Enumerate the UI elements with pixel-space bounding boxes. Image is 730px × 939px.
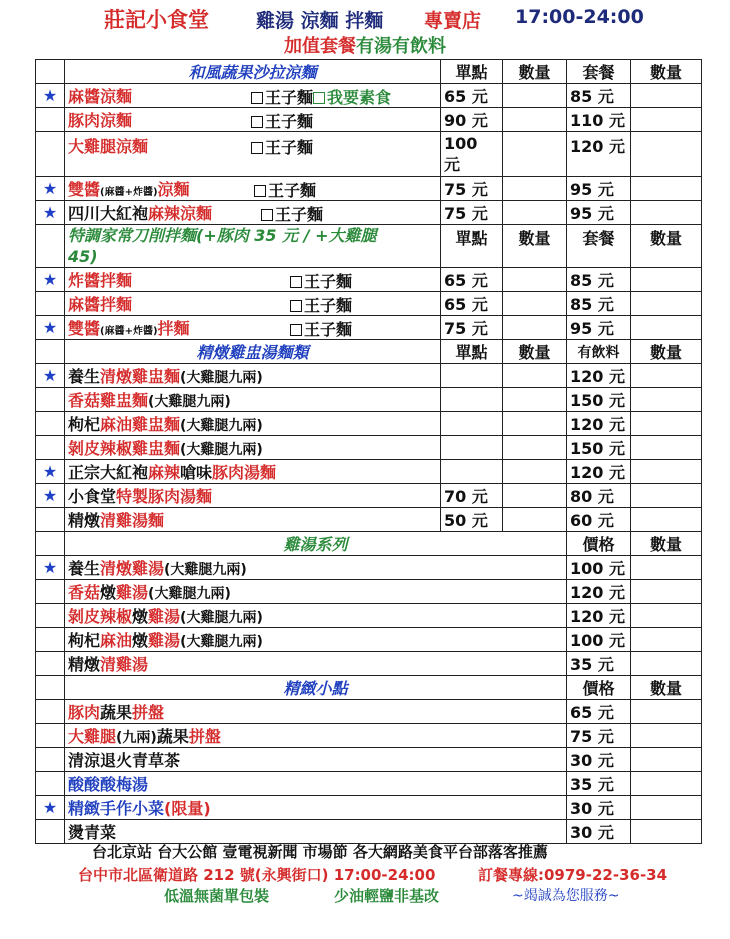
table-row: ★ 雙醬(麻醬+炸醬)涼麵 王子麵 75 元 95 元 [36,177,702,201]
table-row: 豚肉蔬果拼盤 65 元 [36,700,702,724]
star-icon: ★ [36,484,65,508]
table-row: 枸杞麻油燉雞湯(大雞腿九兩) 100 元 [36,628,702,652]
table-row: 精燉雞盅湯麵類 單點 數量 有飲料 數量 [36,340,702,364]
table-row: 剝皮辣椒雞盅麵(大雞腿九兩) 150 元 [36,436,702,460]
table-row: 香菇燉雞湯(大雞腿九兩) 120 元 [36,580,702,604]
star-icon: ★ [36,84,65,108]
table-row: ★ 麻醬涼麵 王子麵 我要素食 65 元 85 元 [36,84,702,108]
combo-banner: 加值套餐有湯有飲料 [284,36,446,57]
star-icon: ★ [36,268,65,292]
section-title: 雞湯系列 [65,532,567,556]
star-icon: ★ [36,364,65,388]
table-row: 特調家常刀削拌麵(+豚肉 35 元 / +大雞腿 45) 單點 數量 套餐 數量 [36,225,702,268]
menu-table [35,59,702,844]
table-row: 香菇雞盅麵(大雞腿九兩) 150 元 [36,388,702,412]
star-icon: ★ [36,201,65,225]
table-row: 大雞腿(九兩)蔬果拼盤 75 元 [36,724,702,748]
section-title: 特調家常刀削拌麵(+豚肉 35 元 / +大雞腿 45) [65,225,441,268]
star-icon: ★ [36,316,65,340]
checkbox-icon[interactable] [290,276,302,288]
table-row: 酸酸酸梅湯 35 元 [36,772,702,796]
star-icon: ★ [36,556,65,580]
table-row: 雞湯系列 價格 數量 [36,532,702,556]
table-row: ★ 小食堂特製豚肉湯麵 70 元 80 元 [36,484,702,508]
table-row: ★ 養生清燉雞湯(大雞腿九兩) 100 元 [36,556,702,580]
section-title: 精緻小點 [65,676,567,700]
shop-name: 莊記小食堂 [104,8,209,32]
table-row: 麻醬拌麵 王子麵 65 元 85 元 [36,292,702,316]
checkbox-icon[interactable] [254,185,266,197]
checkbox-icon[interactable] [290,324,302,336]
checkbox-icon[interactable] [290,300,302,312]
section-title: 精燉雞盅湯麵類 [65,340,441,364]
star-icon: ★ [36,460,65,484]
table-row: ★ 四川大紅袍麻辣涼麵 王子麵 75 元 95 元 [36,201,702,225]
checkbox-icon[interactable] [251,116,263,128]
table-row: ★ 精緻手作小菜(限量) 30 元 [36,796,702,820]
table-row: 清涼退火青草茶 30 元 [36,748,702,772]
table-row: ★ 養生清燉雞盅麵(大雞腿九兩) 120 元 [36,364,702,388]
table-row: 剝皮辣椒燉雞湯(大雞腿九兩) 120 元 [36,604,702,628]
star-icon: ★ [36,177,65,201]
table-row: 枸杞麻油雞盅麵(大雞腿九兩) 120 元 [36,412,702,436]
table-row: 精燉清雞湯麵 50 元 60 元 [36,508,702,532]
table-row: 精燉清雞湯 35 元 [36,652,702,676]
table-row: 精緻小點 價格 數量 [36,676,702,700]
header-categories: 雞湯 涼麵 拌麵 [256,10,384,32]
checkbox-icon[interactable] [313,92,325,104]
table-row: 豚肉涼麵 王子麵 90 元 110 元 [36,108,702,132]
checkbox-icon[interactable] [251,92,263,104]
star-icon: ★ [36,796,65,820]
checkbox-icon[interactable] [261,209,273,221]
table-row: ★ 正宗大紅袍麻辣嗆味豚肉湯麵 120 元 [36,460,702,484]
header-specialty: 專賣店 [424,10,482,32]
header-hours: 17:00-24:00 [515,6,644,28]
section-title: 和風蔬果沙拉涼麵 [65,60,441,84]
header-line [0,2,730,32]
checkbox-icon[interactable] [251,142,263,154]
table-row: ★ 雙醬(麻醬+炸醬)拌麵 王子麵 75 元 95 元 [36,316,702,340]
table-row: 燙青菜 30 元 [36,820,702,844]
table-row: ★ 炸醬拌麵 王子麵 65 元 85 元 [36,268,702,292]
table-row: 和風蔬果沙拉涼麵 單點 數量 套餐 數量 [36,60,702,84]
table-row: 大雞腿涼麵 王子麵 100 元 120 元 [36,132,702,177]
